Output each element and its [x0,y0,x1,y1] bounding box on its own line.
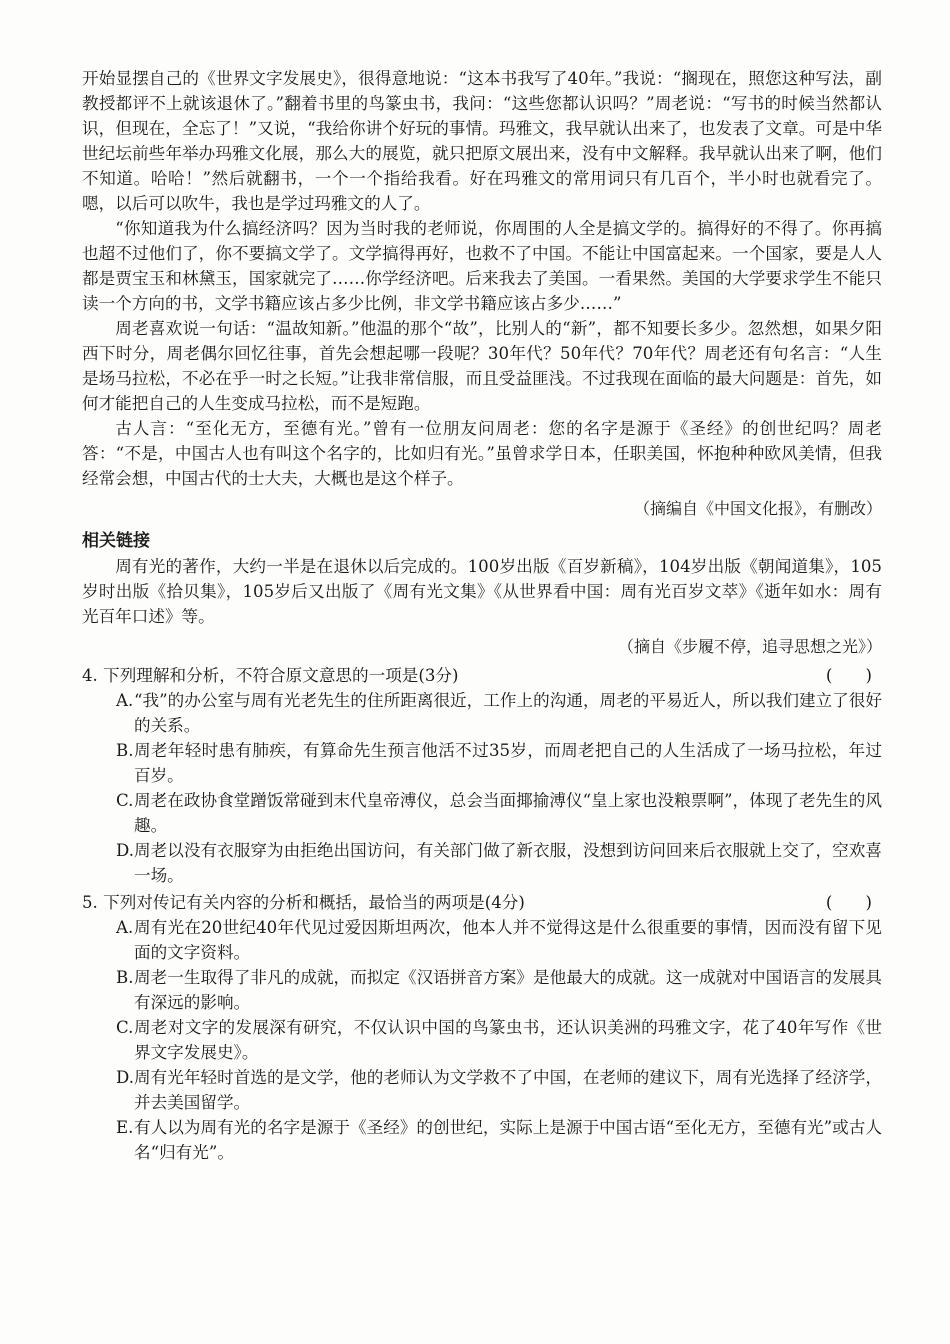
option-letter: B. [116,741,134,760]
question-5-option-e [82,1115,882,1165]
related-link-heading: 相关链接 [82,531,150,551]
question-5-option-d [82,1065,882,1115]
option-text: 周有光年轻时首选的是文学，他的老师认为文学救不了中国，在老师的建议下，周有光选择了经济学，并去美国留学。 [134,1068,882,1112]
question-5-answer-blank: ( ) [825,893,872,912]
passage-source: （摘编自《中国文化报》，有删改） [633,499,882,518]
option-letter: C. [116,791,134,810]
option-text: “我”的办公室与周有光老先生的住所距离很近，工作上的沟通，周老的平易近人，所以我们建立了很好的关系。 [134,691,882,735]
option-letter: D. [116,1068,134,1087]
option-letter: B. [116,968,134,987]
question-4-option-b [82,738,882,788]
option-text: 周老对文字的发展深有研究，不仅认识中国的鸟篆虫书，还认识美洲的玛雅文字，花了40年写作《世界文字发展史》。 [134,1018,882,1062]
option-letter: A. [116,918,134,937]
question-4-answer-blank: ( ) [825,666,872,685]
page-content [82,66,882,1165]
option-text: 周老年轻时患有肺疾，有算命先生预言他活不过35岁，而周老把自己的人生活成了一场马拉松，年过百岁。 [134,741,882,785]
question-4-option-c [82,788,882,838]
option-letter: D. [116,841,134,860]
passage-paragraph-1: 开始显摆自己的《世界文字发展史》，很得意地说：“这本书我写了40年。”我说：“搁现在，照您这种写法，副教授都评不上就该退休了。”翻着书里的鸟篆虫书，我问：“这些您都认识吗？”周老说：“写书的时候当然都认识，但现在，全忘了！”又说，“我给你讲个好玩的事情。玛雅文，我早就认出来了，也发表了文章。可是中华世纪坛前些年举办玛雅文化展，那么大的展览，就只把原文展出来，没有中文解释。我早就认出来了啊，他们不知道。哈哈！”然后就翻书，一个一个指给我看。好在玛雅文的常用词只有几百个，半小时也就看完了。嗯，以后可以吹牛，我也是学过玛雅文的人了。 [82,69,882,213]
option-text: 有人以为周有光的名字是源于《圣经》的创世纪，实际上是源于中国古语“至化无方，至德有光”或古人名“归有光”。 [134,1118,882,1162]
option-text: 周有光在20世纪40年代见过爱因斯坦两次，他本人并不觉得这是什么很重要的事情，因而没有留下见面的文字资料。 [134,918,882,962]
question-4 [82,663,882,888]
question-5-stem-row [82,890,882,915]
option-letter: C. [116,1018,134,1037]
option-text: 周老一生取得了非凡的成就，而拟定《汉语拼音方案》是他最大的成就。这一成就对中国语言的发展具有深远的影响。 [134,968,882,1012]
related-link-source: （摘自《步履不停，追寻思想之光》） [617,637,882,656]
question-5-option-b [82,965,882,1015]
passage-paragraph-3: 周老喜欢说一句话：“温故知新。”他温的那个“故”，比别人的“新”，都不知要长多少。忽然想，如果夕阳西下时分，周老偶尔回忆往事，首先会想起哪一段呢？30年代？50年代？70年代？周老还有句名言：“人生是场马拉松，不必在乎一时之长短。”让我非常信服，而且受益匪浅。不过我现在面临的最大问题是：首先，如何才能把自己的人生变成马拉松，而不是短跑。 [82,319,882,413]
option-letter: E. [116,1118,134,1137]
question-4-option-d [82,838,882,888]
passage-paragraph-4: 古人言：“至化无方，至德有光。”曾有一位朋友问周老：您的名字是源于《圣经》的创世纪吗？周老答：“不是，中国古人也有叫这个名字的，比如归有光。”虽曾求学日本，任职美国，怀抱种种欧风美情，但我经常会想，中国古代的士大夫，大概也是这个样子。 [82,419,882,488]
question-4-stem-row [82,663,882,688]
question-4-stem: 4. 下列理解和分析，不符合原文意思的一项是(3分) [82,666,459,685]
question-5-stem: 5. 下列对传记有关内容的分析和概括，最恰当的两项是(4分) [82,893,525,912]
question-4-option-a [82,688,882,738]
question-5 [82,890,882,1165]
related-link-text: 周有光的著作，大约一半是在退休以后完成的。100岁出版《百岁新稿》，104岁出版《朝闻道集》，105岁时出版《拾贝集》，105岁后又出版了《周有光文集》《从世界看中国：周有光百岁文萃》《逝年如水：周有光百年口述》等。 [82,557,882,626]
passage-paragraph-2: “你知道我为什么搞经济吗？因为当时我的老师说，你周围的人全是搞文学的。搞得好的不得了。你再搞也超不过他们了，你不要搞文学了。文学搞得再好，也救不了中国。不能让中国富起来。一个国家，要是人人都是贾宝玉和林黛玉，国家就完了……你学经济吧。后来我去了美国。一看果然。美国的大学要求学生不能只读一个方向的书，文学书籍应该占多少比例，非文学书籍应该占多少……” [82,219,882,313]
option-text: 周老在政协食堂蹭饭常碰到末代皇帝溥仪，总会当面揶揄溥仪“皇上家也没粮票啊”，体现了老先生的风趣。 [134,791,882,835]
option-letter: A. [116,691,134,710]
question-5-option-a [82,915,882,965]
question-5-option-c [82,1015,882,1065]
option-text: 周老以没有衣服穿为由拒绝出国访问，有关部门做了新衣服，没想到访问回来后衣服就上交了，空欢喜一场。 [134,841,882,885]
